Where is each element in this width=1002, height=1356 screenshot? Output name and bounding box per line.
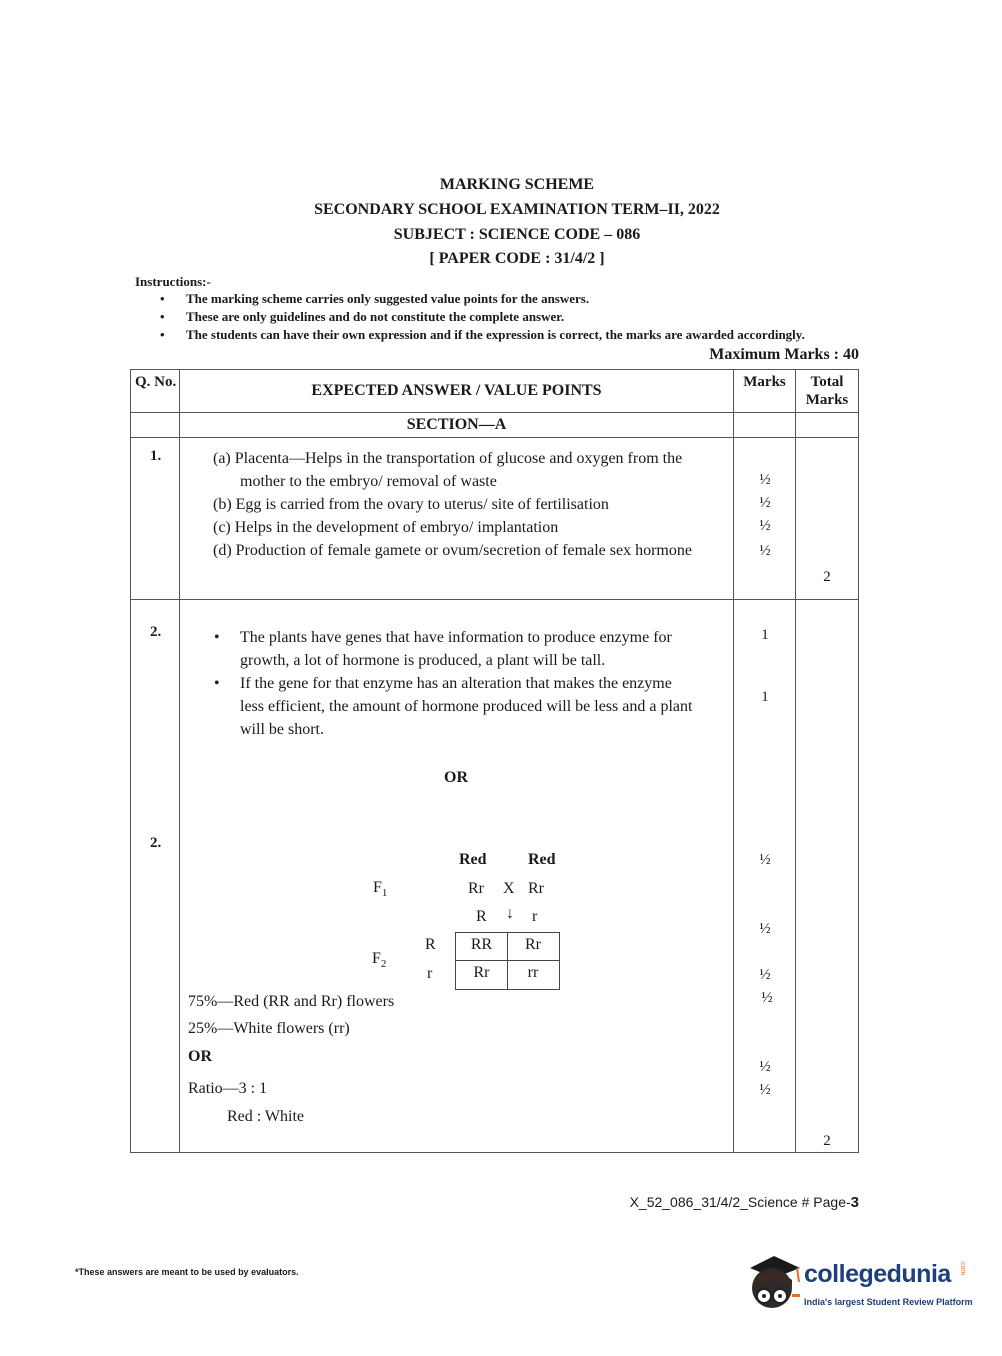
mark-value: 1: [761, 689, 769, 705]
punnett-cell: rr: [527, 964, 539, 981]
column-header-qno: Q. No.: [135, 374, 177, 390]
gamete: R: [476, 908, 487, 925]
mark-value: ½: [759, 472, 771, 488]
answer-line: mother to the embryo/ removal of waste: [240, 473, 497, 490]
mark-value: ½: [759, 967, 771, 983]
generation-subscript: 2: [380, 958, 387, 971]
bullet-point: •: [214, 629, 220, 646]
column-header-answer: EXPECTED ANSWER / VALUE POINTS: [311, 382, 602, 399]
instructions-title: Instructions:-: [135, 274, 211, 289]
instruction-item: • The marking scheme carries only suggested value points for the answers.: [160, 290, 805, 308]
title-paper-code: [ PAPER CODE : 31/4/2 ]: [429, 250, 605, 267]
mark-value: ½: [759, 1082, 771, 1098]
punnett-row-label: R: [425, 936, 436, 953]
generation-label-f1: [373, 879, 387, 899]
punnett-cell: Rr: [525, 936, 541, 953]
section-heading: SECTION—A: [406, 416, 507, 433]
answer-line: The plants have genes that have information to produce enzyme for: [240, 629, 672, 646]
answer-line: growth, a lot of hormone is produced, a plant will be tall.: [240, 652, 606, 669]
title-marking-scheme: MARKING SCHEME: [439, 176, 595, 193]
punnett-cell: RR: [470, 936, 493, 953]
question-number: 2.: [150, 835, 162, 851]
punnett-cell: Rr: [473, 964, 490, 981]
mascot-icon: [742, 1250, 804, 1316]
title-exam: SECONDARY SCHOOL EXAMINATION TERM–II, 2022: [314, 201, 720, 218]
mark-value: ½: [761, 990, 773, 1006]
answer-line: less efficient, the amount of hormone produced will be less and a plant: [240, 698, 693, 715]
brand-name: collegedunia: [804, 1260, 951, 1288]
generation-label-f2: [372, 950, 386, 970]
result-line: 25%—White flowers (rr): [188, 1020, 350, 1037]
question-number: 1.: [150, 448, 162, 464]
parent-phenotype: Red: [528, 851, 556, 868]
column-header-marks: Marks: [743, 374, 786, 390]
gamete: r: [532, 908, 538, 925]
cross-symbol: X: [503, 880, 515, 897]
mark-value: ½: [759, 543, 771, 559]
column-header-total-marks: Marks: [805, 392, 849, 408]
or-separator: OR: [444, 769, 468, 786]
answer-line: will be short.: [240, 721, 324, 738]
parent-phenotype: Red: [459, 851, 487, 868]
ratio-labels: Red : White: [227, 1108, 305, 1125]
page-number: 3: [850, 1194, 859, 1211]
brand-suffix: .com: [959, 1260, 966, 1276]
evaluator-disclaimer: *These answers are meant to be used by evaluators.: [75, 1267, 299, 1277]
result-line: 75%—Red (RR and Rr) flowers: [188, 993, 395, 1010]
instructions-list: [160, 290, 805, 344]
total-marks: 2: [823, 569, 831, 585]
generation-letter: F: [372, 950, 381, 967]
mark-value: ½: [759, 495, 771, 511]
or-separator: OR: [188, 1048, 212, 1065]
generation-letter: F: [373, 879, 382, 896]
mark-value: ½: [759, 852, 771, 868]
mark-value: ½: [759, 1059, 771, 1075]
question-number: 2.: [150, 624, 162, 640]
mark-value: 1: [761, 627, 769, 643]
page-reference: [630, 1194, 859, 1211]
title-subject: SUBJECT : SCIENCE CODE – 086: [393, 226, 641, 243]
page-reference-text: X_52_086_31/4/2_Science # Page-: [629, 1194, 851, 1210]
total-marks: 2: [823, 1133, 831, 1149]
column-header-total: Total: [810, 374, 844, 390]
mark-value: ½: [759, 518, 771, 534]
answer-line: (c) Helps in the development of embryo/ implantation: [213, 519, 559, 536]
answer-line: (b) Egg is carried from the ovary to uterus/ site of fertilisation: [213, 496, 609, 513]
maximum-marks: Maximum Marks : 40: [709, 346, 859, 363]
answer-line: (d) Production of female gamete or ovum/secretion of female sex hormone: [213, 542, 692, 559]
instruction-item: • The students can have their own expression and if the expression is correct, the marks are awarded accordingly.: [160, 326, 805, 344]
instruction-item: • These are only guidelines and do not constitute the complete answer.: [160, 308, 805, 326]
collegedunia-logo[interactable]: [742, 1250, 972, 1316]
answer-line: (a) Placenta—Helps in the transportation of glucose and oxygen from the: [213, 450, 683, 467]
ratio-line: Ratio—3 : 1: [188, 1080, 268, 1097]
parent-genotype: Rr: [528, 880, 544, 897]
down-arrow-icon: ↓: [506, 905, 514, 922]
mark-value: ½: [759, 921, 771, 937]
generation-subscript: 1: [381, 887, 388, 900]
answer-line: If the gene for that enzyme has an alteration that makes the enzyme: [240, 675, 672, 692]
brand-tagline: India's largest Student Review Platform: [804, 1297, 973, 1307]
parent-genotype: Rr: [468, 880, 484, 897]
punnett-row-label: r: [427, 965, 433, 982]
bullet-point: •: [214, 675, 220, 692]
